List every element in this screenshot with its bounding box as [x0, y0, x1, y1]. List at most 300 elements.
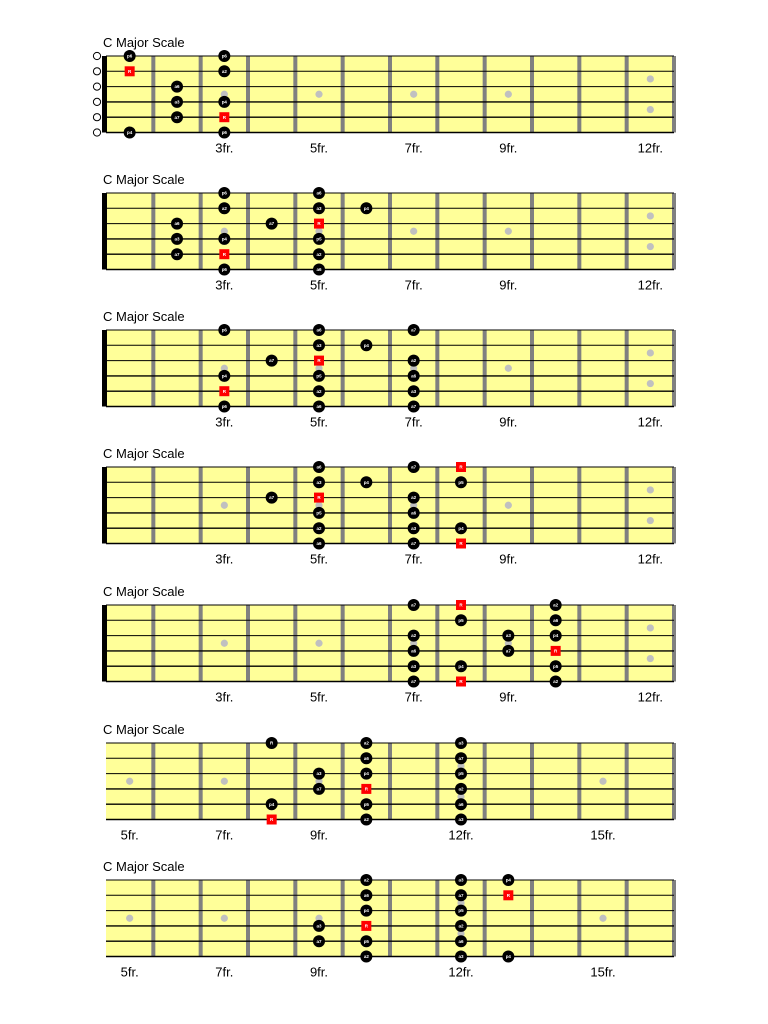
note-label: R [459, 602, 463, 608]
fret-wire [577, 56, 581, 133]
scale-note [502, 630, 514, 642]
note-label: p4 [363, 342, 369, 348]
fret-wire [293, 56, 297, 133]
note-label: p4 [505, 877, 511, 883]
fret-number-label: 12fr. [637, 277, 663, 293]
inlay-dot [221, 640, 228, 647]
scale-note [313, 768, 325, 780]
note-label: R [222, 251, 226, 257]
fret-number-label: 3fr. [215, 414, 234, 430]
nut [102, 605, 107, 682]
fret-wire [341, 880, 345, 957]
fret-wire [625, 743, 629, 820]
fret-wire [577, 467, 581, 544]
scale-note [360, 737, 372, 749]
fret-number-labels [215, 415, 663, 430]
fret-wire [199, 605, 203, 682]
root-note [551, 646, 561, 656]
note-label: a6 [316, 464, 322, 470]
fret-wire [435, 193, 439, 270]
note-label: a3 [316, 771, 322, 777]
fret-wire [530, 743, 534, 820]
scale-note [408, 401, 420, 413]
fret-wire [625, 605, 629, 682]
scale-note [455, 814, 467, 826]
root-note [456, 539, 466, 549]
scale-note [408, 660, 420, 672]
scale-note [313, 202, 325, 214]
note-label: R [317, 358, 321, 364]
fret-number-label: 7fr. [404, 414, 423, 430]
note-label: p6 [221, 327, 227, 333]
fret-wire [483, 743, 487, 820]
scale-note [360, 905, 372, 917]
diagram-title: C Major Scale [103, 584, 185, 599]
note-label: a3 [316, 205, 322, 211]
scale-note [313, 920, 325, 932]
fret-wire [246, 193, 250, 270]
open-strings [93, 52, 100, 136]
note-label: a2 [411, 633, 417, 639]
scale-note [360, 889, 372, 901]
fret-wire [530, 467, 534, 544]
fret-wire [672, 330, 676, 407]
root-note [361, 921, 371, 931]
note-label: a3 [174, 236, 180, 242]
note-label: a6 [174, 84, 180, 90]
diagram-title: C Major Scale [103, 722, 185, 737]
inlay-dot [647, 624, 654, 631]
note-label: a7 [174, 114, 180, 120]
fretboard-diagram [103, 859, 676, 980]
fret-number-label: 3fr. [215, 140, 234, 156]
scale-note [408, 645, 420, 657]
note-label: p5 [316, 510, 322, 516]
nut [102, 467, 107, 544]
fret-number-label: 5fr. [309, 140, 329, 156]
scale-note [313, 461, 325, 473]
nut [102, 56, 107, 133]
root-note [219, 249, 229, 259]
fret-wire [625, 467, 629, 544]
inlay-dot [221, 778, 228, 785]
note-label: p6 [221, 404, 227, 410]
fret-number-label: 7fr. [404, 551, 423, 567]
fretboard-diagram [103, 722, 676, 843]
fret-wire [530, 330, 534, 407]
note-label: p5 [363, 801, 369, 807]
fret-wire [246, 743, 250, 820]
scale-note [455, 522, 467, 534]
fret-wire [435, 467, 439, 544]
note-label: a6 [363, 755, 369, 761]
root-note [314, 493, 324, 503]
fret-number-label: 5fr. [120, 827, 139, 843]
note-label: a6 [411, 648, 417, 654]
fret-wire [388, 330, 392, 407]
note-label: a7 [458, 892, 464, 898]
note-label: a6 [174, 221, 180, 227]
fret-number-label: 12fr. [448, 964, 474, 980]
fret-wire [672, 605, 676, 682]
fret-number-label: 12fr. [637, 414, 663, 430]
inlay-dot [315, 91, 322, 98]
note-label: R [317, 221, 321, 227]
scale-note [218, 233, 230, 245]
note-label: p4 [221, 373, 227, 379]
open-string-circle [93, 98, 100, 105]
fret-wire [483, 467, 487, 544]
fret-wire [672, 743, 676, 820]
note-label: p4 [505, 954, 511, 960]
inlay-dot [410, 228, 417, 235]
note-label: a7 [269, 495, 275, 501]
fret-wire [388, 56, 392, 133]
fret-number-label: 12fr. [637, 140, 663, 156]
scale-note [313, 385, 325, 397]
fret-wire [530, 605, 534, 682]
fret-number-label: 3fr. [215, 689, 234, 705]
root-note [125, 66, 135, 76]
fret-wire [625, 330, 629, 407]
scale-note [408, 630, 420, 642]
fret-wire [199, 330, 203, 407]
scale-note [313, 522, 325, 534]
note-label: R [317, 495, 321, 501]
scale-note [171, 233, 183, 245]
fret-number-labels [121, 965, 616, 980]
inlay-dot [505, 91, 512, 98]
scale-note [313, 935, 325, 947]
note-label: a2 [221, 68, 227, 74]
fret-wire [672, 193, 676, 270]
scale-note [455, 889, 467, 901]
fret-number-label: 5fr. [309, 689, 329, 705]
note-label: a7 [411, 464, 417, 470]
scale-note [408, 370, 420, 382]
note-label: a6 [316, 541, 322, 547]
scale-note [455, 614, 467, 626]
fret-wire [246, 467, 250, 544]
fret-wire [625, 56, 629, 133]
fret-wire [577, 743, 581, 820]
fret-wire [435, 880, 439, 957]
note-label: a3 [411, 525, 417, 531]
scale-note [550, 630, 562, 642]
scale-note [171, 111, 183, 123]
note-label: a2 [221, 205, 227, 211]
scale-note [550, 599, 562, 611]
inlay-dot [647, 349, 654, 356]
fret-number-label: 9fr. [309, 827, 329, 843]
fret-wire [293, 467, 297, 544]
fret-wire [293, 880, 297, 957]
nut [102, 193, 107, 270]
note-label: p4 [553, 633, 559, 639]
note-label: p4 [269, 801, 275, 807]
fret-wire [530, 880, 534, 957]
note-label: p4 [221, 236, 227, 242]
note-label: a6 [363, 892, 369, 898]
inlay-dot [647, 75, 654, 82]
fret-wire [577, 880, 581, 957]
note-label: a6 [458, 801, 464, 807]
fret-number-label: 9fr. [499, 414, 518, 430]
fret-wire [199, 56, 203, 133]
fret-number-label: 5fr. [309, 277, 329, 293]
inlay-dot [599, 915, 606, 922]
scale-note [313, 401, 325, 413]
note-label: a3 [174, 99, 180, 105]
scale-note [408, 385, 420, 397]
note-label: p5 [363, 938, 369, 944]
fretboard-diagram [102, 172, 676, 293]
fret-wire [577, 605, 581, 682]
fret-wire [293, 605, 297, 682]
note-label: a7 [316, 938, 322, 944]
inlay-dot [410, 91, 417, 98]
note-label: a6 [458, 938, 464, 944]
fret-wire [151, 193, 155, 270]
scale-note [455, 951, 467, 963]
scale-note [455, 752, 467, 764]
fret-wire [151, 605, 155, 682]
note-label: a3 [411, 663, 417, 669]
scale-note [360, 935, 372, 947]
note-label: a7 [505, 648, 511, 654]
fret-wire [388, 880, 392, 957]
nut [102, 330, 107, 407]
root-note [267, 815, 277, 825]
note-label: a3 [458, 877, 464, 883]
note-label: a7 [269, 358, 275, 364]
note-label: a2 [316, 388, 322, 394]
scale-note [455, 874, 467, 886]
scale-note [313, 248, 325, 260]
scale-note [550, 660, 562, 672]
inlay-dot [647, 380, 654, 387]
scale-note [408, 538, 420, 550]
note-label: p5 [316, 236, 322, 242]
scale-note [502, 874, 514, 886]
inlay-dot [647, 243, 654, 250]
inlay-dot [505, 502, 512, 509]
note-label: p6 [127, 53, 133, 59]
root-note [314, 219, 324, 229]
fret-wire [341, 193, 345, 270]
note-label: a6 [316, 267, 322, 273]
open-string-circle [93, 52, 100, 59]
note-label: a6 [316, 327, 322, 333]
inlay-dot [647, 106, 654, 113]
root-note [361, 784, 371, 794]
fret-wire [483, 330, 487, 407]
inlay-dot [126, 915, 133, 922]
note-label: p5 [458, 908, 464, 914]
note-label: a7 [411, 679, 417, 685]
fret-wire [151, 880, 155, 957]
note-label: p5 [458, 617, 464, 623]
fret-number-label: 9fr. [499, 689, 518, 705]
scale-note [360, 814, 372, 826]
scale-note [171, 248, 183, 260]
scale-note [266, 798, 278, 810]
fret-wire [530, 56, 534, 133]
note-label: p5 [458, 479, 464, 485]
scale-note [360, 339, 372, 351]
inlay-dot [647, 212, 654, 219]
note-label: a2 [553, 679, 559, 685]
scale-note [408, 507, 420, 519]
fret-wire [199, 193, 203, 270]
inlay-dot [647, 517, 654, 524]
fret-wire [672, 56, 676, 133]
fret-wire [625, 880, 629, 957]
fret-wire [483, 193, 487, 270]
scale-note [502, 645, 514, 657]
scale-note [360, 768, 372, 780]
root-note [456, 600, 466, 610]
note-label: p5 [553, 663, 559, 669]
note-label: p4 [221, 99, 227, 105]
scale-note [218, 127, 230, 139]
note-label: a7 [458, 755, 464, 761]
diagram-title: C Major Scale [103, 309, 185, 324]
note-label: p4 [363, 908, 369, 914]
note-label: a2 [316, 251, 322, 257]
note-label: p4 [127, 130, 133, 136]
note-label: R [554, 648, 558, 654]
note-label: a2 [553, 602, 559, 608]
note-label: a6 [316, 404, 322, 410]
fret-wire [151, 56, 155, 133]
scale-note [455, 476, 467, 488]
inlay-dot [221, 502, 228, 509]
inlay-dot [647, 655, 654, 662]
scale-note [313, 233, 325, 245]
note-label: a7 [411, 404, 417, 410]
note-label: a3 [458, 817, 464, 823]
scale-note [171, 218, 183, 230]
note-label: p5 [316, 373, 322, 379]
inlay-dot [221, 915, 228, 922]
root-note [314, 356, 324, 366]
scale-note [408, 599, 420, 611]
note-label: a7 [411, 602, 417, 608]
fret-wire [483, 605, 487, 682]
fret-number-labels [215, 141, 663, 156]
scale-note [455, 935, 467, 947]
fret-wire [199, 880, 203, 957]
fret-wire [435, 743, 439, 820]
fret-wire [341, 330, 345, 407]
note-label: p6 [221, 130, 227, 136]
note-label: R [364, 923, 368, 929]
fret-wire [293, 193, 297, 270]
fret-wire [388, 743, 392, 820]
note-label: a2 [363, 740, 369, 746]
fret-wire [151, 743, 155, 820]
note-label: p4 [363, 479, 369, 485]
fret-wire [672, 880, 676, 957]
scale-note [408, 324, 420, 336]
scale-note [313, 476, 325, 488]
open-string-circle [93, 68, 100, 75]
fret-wire [341, 605, 345, 682]
fret-wire [341, 743, 345, 820]
scale-note [408, 492, 420, 504]
note-label: a3 [316, 342, 322, 348]
scale-note [266, 737, 278, 749]
fret-wire [435, 330, 439, 407]
note-label: p6 [221, 53, 227, 59]
note-label: p6 [221, 190, 227, 196]
scale-note [266, 492, 278, 504]
root-note [219, 112, 229, 122]
note-label: R [270, 817, 274, 823]
scale-note [360, 476, 372, 488]
scale-note [550, 676, 562, 688]
fret-wire [625, 193, 629, 270]
note-label: R [364, 786, 368, 792]
fret-wire [151, 330, 155, 407]
diagram-title: C Major Scale [103, 859, 185, 874]
scale-note [313, 783, 325, 795]
note-label: p4 [458, 525, 464, 531]
scale-note [360, 951, 372, 963]
fret-wire [341, 467, 345, 544]
scale-note [218, 264, 230, 276]
note-label: a7 [411, 327, 417, 333]
inlay-dot [126, 778, 133, 785]
note-label: a7 [174, 251, 180, 257]
open-string-circle [93, 83, 100, 90]
fret-number-label: 7fr. [404, 689, 423, 705]
scale-note [171, 96, 183, 108]
note-label: a6 [553, 617, 559, 623]
scale-note [218, 401, 230, 413]
scale-note [455, 737, 467, 749]
inlay-dot [505, 228, 512, 235]
root-note [456, 462, 466, 472]
fret-number-label: 7fr. [404, 277, 423, 293]
note-label: a2 [363, 817, 369, 823]
note-label: a2 [458, 923, 464, 929]
fret-number-labels [215, 278, 663, 293]
fret-number-label: 5fr. [120, 964, 139, 980]
note-label: a2 [458, 786, 464, 792]
note-label: a7 [411, 541, 417, 547]
scale-note [313, 324, 325, 336]
note-label: a3 [505, 633, 511, 639]
scale-note [360, 798, 372, 810]
scale-note [360, 874, 372, 886]
root-note [503, 890, 513, 900]
diagram-title: C Major Scale [103, 35, 185, 50]
fret-wire [151, 467, 155, 544]
fret-wire [199, 467, 203, 544]
inlay-dot [599, 778, 606, 785]
note-label: R [459, 679, 463, 685]
scale-note [313, 538, 325, 550]
fret-wire [293, 743, 297, 820]
fret-wire [246, 330, 250, 407]
fret-number-labels [215, 552, 663, 567]
scale-note [266, 355, 278, 367]
note-label: a3 [458, 954, 464, 960]
scale-note [218, 370, 230, 382]
fret-number-label: 3fr. [215, 277, 234, 293]
